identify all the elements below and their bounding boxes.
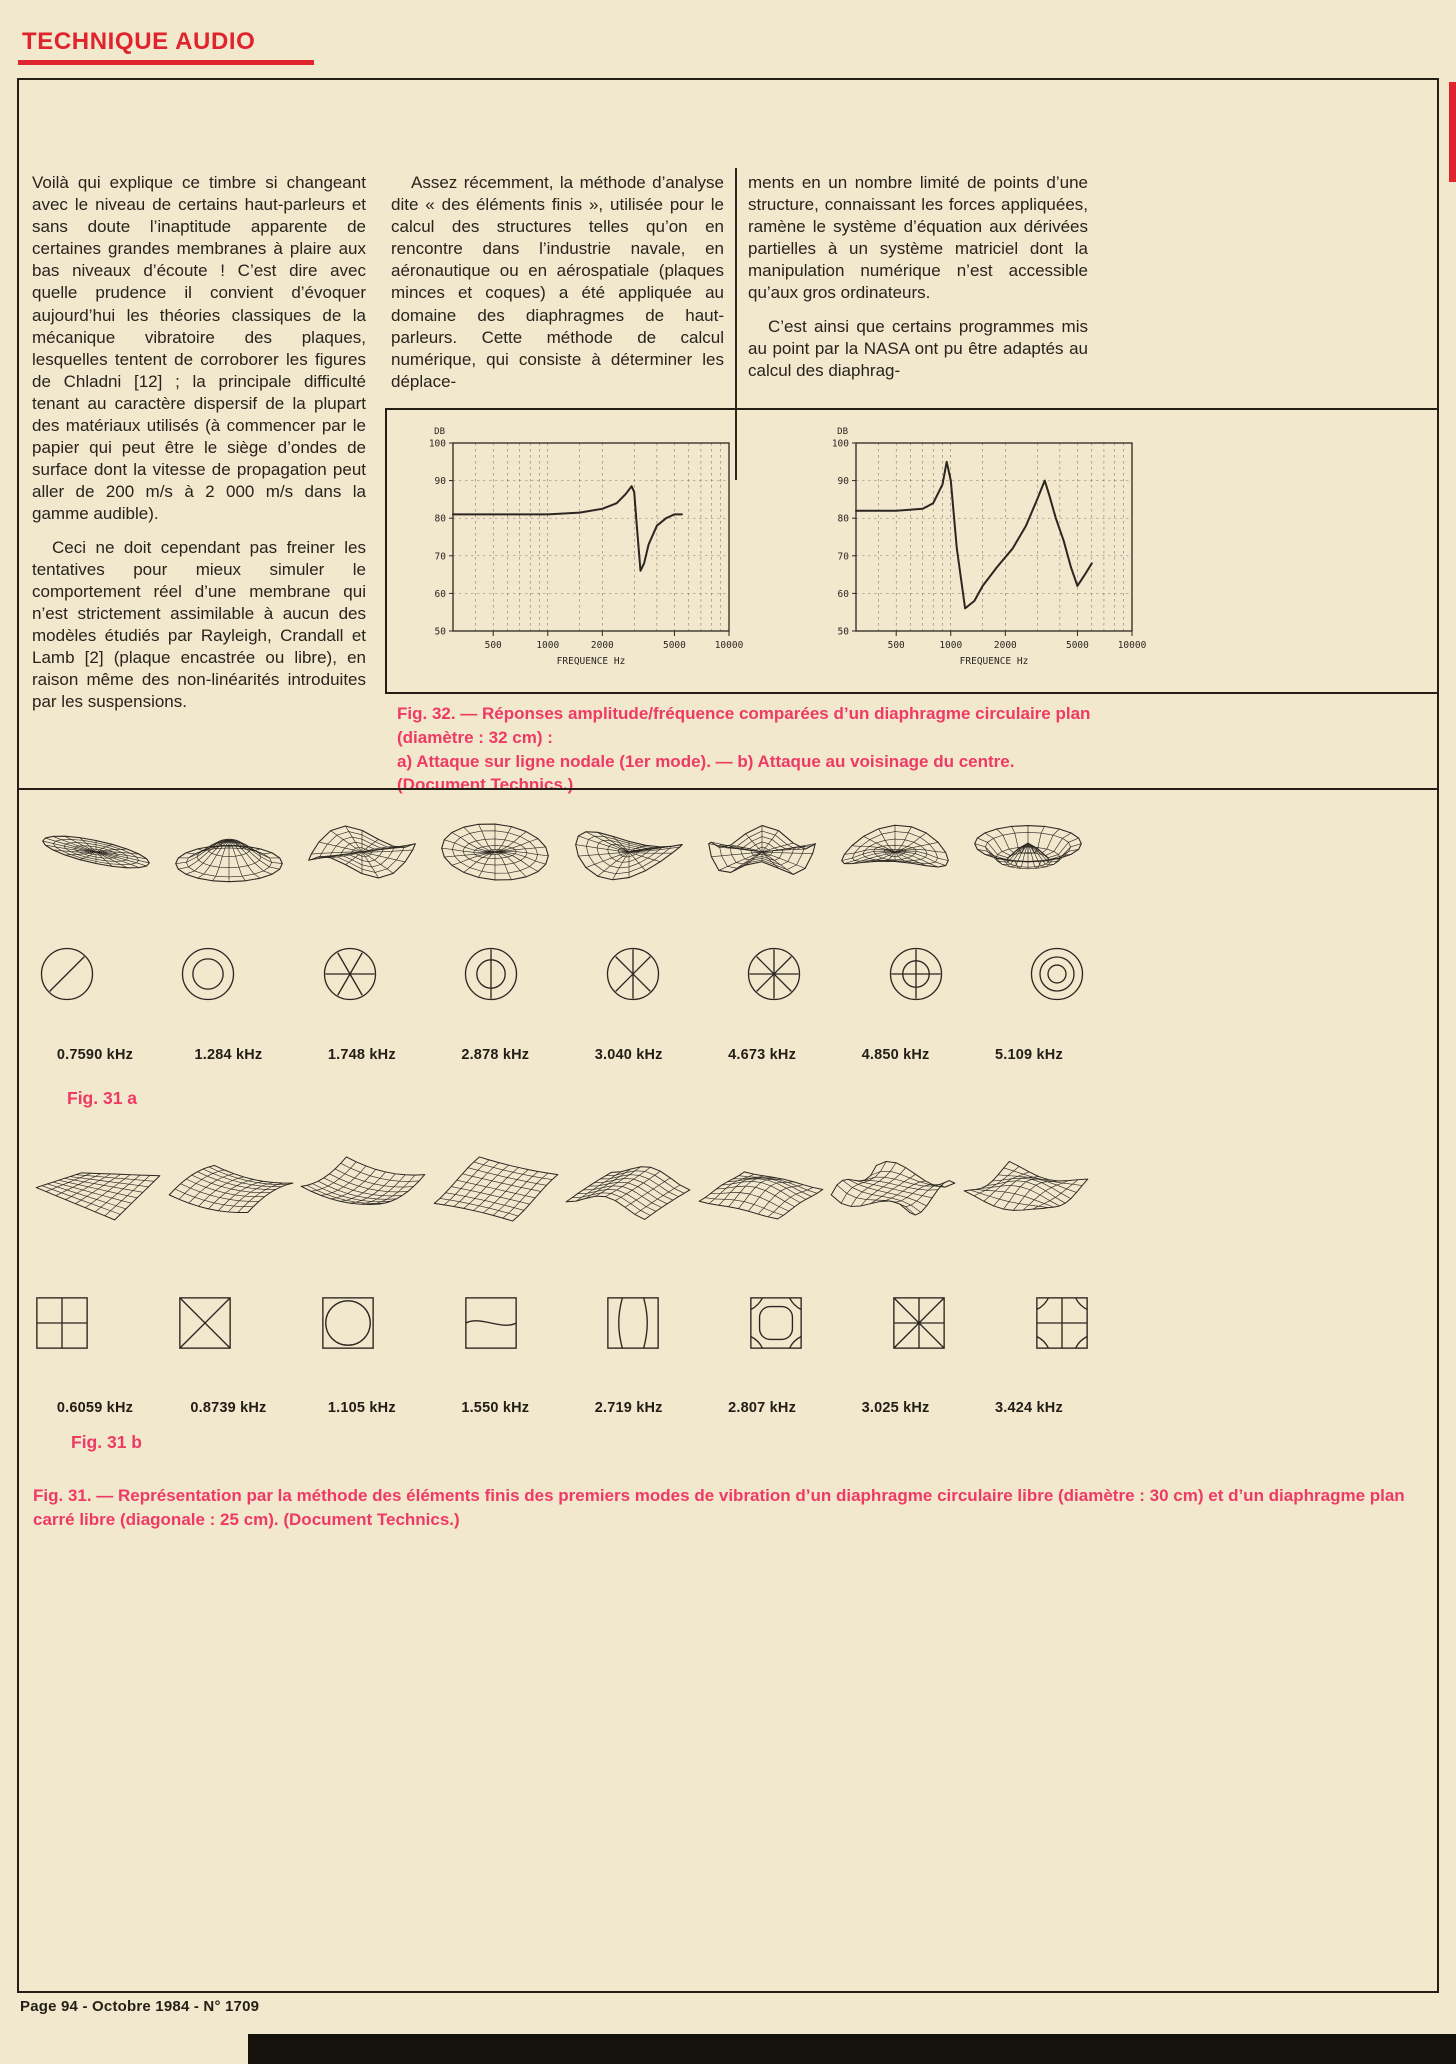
- circular-mode-mesh: [699, 805, 825, 899]
- nodal-pattern-circle: [1023, 940, 1091, 1008]
- article-paragraph: Ceci ne doit cependant pas freiner les tentatives pour mieux simuler le comportement réel d’une membrane qui n’est strictement assimilable à aucun des modèles étudiés par Rayleigh, Crandall et Lamb [2] (plaque encastrée ou libre), en raison même des non-linéarités introduites par les suspensions.: [32, 537, 366, 712]
- nodal-pattern-circle: [740, 940, 808, 1008]
- circular-mode-mesh: [166, 805, 292, 899]
- article-column-2: [391, 172, 724, 393]
- article-paragraph: C’est ainsi que certains programmes mis au point par la NASA ont pu être adaptés au calcul des diaphrag-: [748, 316, 1088, 380]
- square-mode-mesh: [166, 1140, 296, 1238]
- frequency-label: 2.878 kHz: [461, 1047, 530, 1063]
- red-edge-mark: [1449, 82, 1456, 182]
- svg-text:5000: 5000: [662, 640, 686, 651]
- frequency-label: 1.105 kHz: [327, 1400, 396, 1416]
- fig31a-frequency-row: [33, 1047, 1091, 1063]
- frequency-label: 1.284 kHz: [194, 1047, 263, 1063]
- nodal-pattern-square: [462, 1294, 520, 1352]
- svg-text:90: 90: [837, 476, 849, 488]
- circular-mode-mesh: [832, 805, 958, 899]
- svg-text:60: 60: [837, 588, 849, 600]
- fig31a-label: Fig. 31 a: [67, 1088, 138, 1108]
- article-column-3: [748, 172, 1088, 382]
- svg-text:100: 100: [831, 438, 849, 450]
- header-rule: [18, 60, 314, 65]
- svg-text:70: 70: [837, 551, 849, 563]
- svg-text:70: 70: [434, 551, 446, 563]
- svg-text:DB: DB: [837, 427, 848, 437]
- article-paragraph: Assez récemment, la méthode d’analyse dite « des éléments finis », utilisée pour le calcul des structures telles qu’on en rencontre dans l’industrie navale, en aéronautique ou en aérospatiale (plaques minces et coques) a été appliquée au domaine des diaphragmes de haut-parleurs. Cette méthode de calcul numérique, qui consiste à déterminer les déplace-: [391, 173, 724, 391]
- svg-text:500: 500: [887, 640, 905, 651]
- svg-text:5000: 5000: [1065, 640, 1089, 651]
- fig32-chart-b: [810, 415, 1155, 687]
- square-mode-mesh: [696, 1140, 826, 1238]
- frequency-label: 2.719 kHz: [594, 1400, 663, 1416]
- nodal-pattern-circle: [599, 940, 667, 1008]
- frequency-label: 3.424 kHz: [995, 1400, 1063, 1416]
- nodal-pattern-circle: [316, 940, 384, 1008]
- fig32-panel: [385, 408, 1439, 694]
- fig32-caption-line1: Fig. 32. — Réponses amplitude/fréquence comparées d’un diaphragme circulaire plan (diamètre : 32 cm) :: [397, 704, 1091, 747]
- fig31-caption: Fig. 31. — Représentation par la méthode des éléments finis des premiers modes de vibration d’un diaphragme circulaire libre (diamètre : 30 cm) et d’un diaphragme plan carré libre (diagonale : 25 cm). (Document Technics.): [33, 1486, 1405, 1529]
- fig32-caption: [397, 702, 1097, 797]
- frequency-label: 1.748 kHz: [327, 1047, 396, 1063]
- svg-text:FREQUENCE Hz: FREQUENCE Hz: [556, 656, 626, 667]
- frequency-label: 1.550 kHz: [461, 1400, 530, 1416]
- square-mode-mesh: [563, 1140, 693, 1238]
- svg-text:50: 50: [434, 626, 446, 638]
- nodal-pattern-circle: [457, 940, 525, 1008]
- page-footer: Page 94 - Octobre 1984 - N° 1709: [20, 1998, 260, 2015]
- article-paragraph: Voilà qui explique ce timbre si changeant avec le niveau de certains haut-parleurs et sans doute l’inaptitude apparente de certaines grandes membranes à plaire aux bas niveaux d’écoute ! C’est dire avec quelle prudence il convient d’évoquer aujourd’hui les théories classiques de la mécanique vibratoire des plaques, lesquelles tentent de corroborer les figures de Chladni [12] ; la principale difficulté tenant au caractère dispersif de la plupart des matériaux utilisés (à commencer par le papier qui peut être le siège d’ondes de surface dont la vitesse de propagation peut aller de 200 m/s à 2 000 m/s dans la gamme audible).: [32, 173, 366, 524]
- svg-text:80: 80: [434, 513, 446, 525]
- article-column-1: [32, 172, 366, 713]
- svg-text:500: 500: [484, 640, 502, 651]
- svg-text:10000: 10000: [714, 640, 744, 651]
- frequency-label: 0.8739 kHz: [190, 1400, 267, 1416]
- frequency-label: 3.040 kHz: [594, 1047, 663, 1063]
- fig31b-mesh-row: [33, 1138, 1091, 1240]
- fig31b-label: Fig. 31 b: [71, 1432, 142, 1452]
- svg-text:80: 80: [837, 513, 849, 525]
- svg-text:50: 50: [837, 626, 849, 638]
- frequency-label: 0.6059 kHz: [56, 1400, 134, 1416]
- frequency-label: 4.850 kHz: [861, 1047, 930, 1063]
- square-mode-mesh: [961, 1140, 1091, 1238]
- frequency-label: 4.673 kHz: [728, 1047, 797, 1063]
- nodal-pattern-square: [33, 1294, 91, 1352]
- svg-text:1000: 1000: [939, 640, 963, 651]
- frequency-label: 5.109 kHz: [995, 1047, 1063, 1063]
- circular-mode-mesh: [432, 805, 558, 899]
- fig31b-nodal-row: [33, 1292, 1091, 1354]
- bottom-black-bar: [248, 2034, 1456, 2064]
- svg-text:1000: 1000: [536, 640, 560, 651]
- content-frame: [17, 78, 1439, 1993]
- circular-mode-mesh: [33, 805, 159, 899]
- nodal-pattern-square: [890, 1294, 948, 1352]
- nodal-pattern-circle: [174, 940, 242, 1008]
- svg-text:DB: DB: [434, 427, 445, 437]
- fig31a-mesh-row: [33, 802, 1091, 902]
- square-mode-mesh: [828, 1140, 958, 1238]
- frequency-label: 2.807 kHz: [728, 1400, 797, 1416]
- page-header-title: TECHNIQUE AUDIO: [22, 28, 256, 55]
- frequency-label: 3.025 kHz: [861, 1400, 930, 1416]
- svg-text:90: 90: [434, 476, 446, 488]
- svg-text:100: 100: [428, 438, 446, 450]
- circular-mode-mesh: [965, 805, 1091, 899]
- nodal-pattern-square: [747, 1294, 805, 1352]
- fig31-top-divider: [19, 788, 1437, 790]
- svg-text:10000: 10000: [1117, 640, 1147, 651]
- square-mode-mesh: [33, 1140, 163, 1238]
- nodal-pattern-square: [319, 1294, 377, 1352]
- fig32-caption-line2: a) Attaque sur ligne nodale (1er mode). — b) Attaque au voisinage du centre. (Document Technics.): [397, 751, 1015, 795]
- nodal-pattern-square: [176, 1294, 234, 1352]
- svg-text:2000: 2000: [590, 640, 614, 651]
- nodal-pattern-square: [1033, 1294, 1091, 1352]
- frequency-label: 0.7590 kHz: [56, 1047, 134, 1063]
- circular-mode-mesh: [299, 805, 425, 899]
- square-mode-mesh: [431, 1140, 561, 1238]
- article-paragraph: ments en un nombre limité de points d’une structure, connaissant les forces appliquées, ramène le système d’équation aux dérivées partielles à un système matriciel dont la manipulation numérique n’est accessible qu’aux gros ordinateurs.: [748, 173, 1088, 303]
- fig31a-nodal-row: [33, 937, 1091, 1011]
- svg-text:2000: 2000: [993, 640, 1017, 651]
- circular-mode-mesh: [566, 805, 692, 899]
- svg-text:FREQUENCE Hz: FREQUENCE Hz: [959, 656, 1029, 667]
- nodal-pattern-circle: [33, 940, 101, 1008]
- nodal-pattern-square: [604, 1294, 662, 1352]
- square-mode-mesh: [298, 1140, 428, 1238]
- fig32-chart-a: [407, 415, 752, 687]
- fig31b-frequency-row: [33, 1400, 1091, 1416]
- svg-text:60: 60: [434, 588, 446, 600]
- nodal-pattern-circle: [882, 940, 950, 1008]
